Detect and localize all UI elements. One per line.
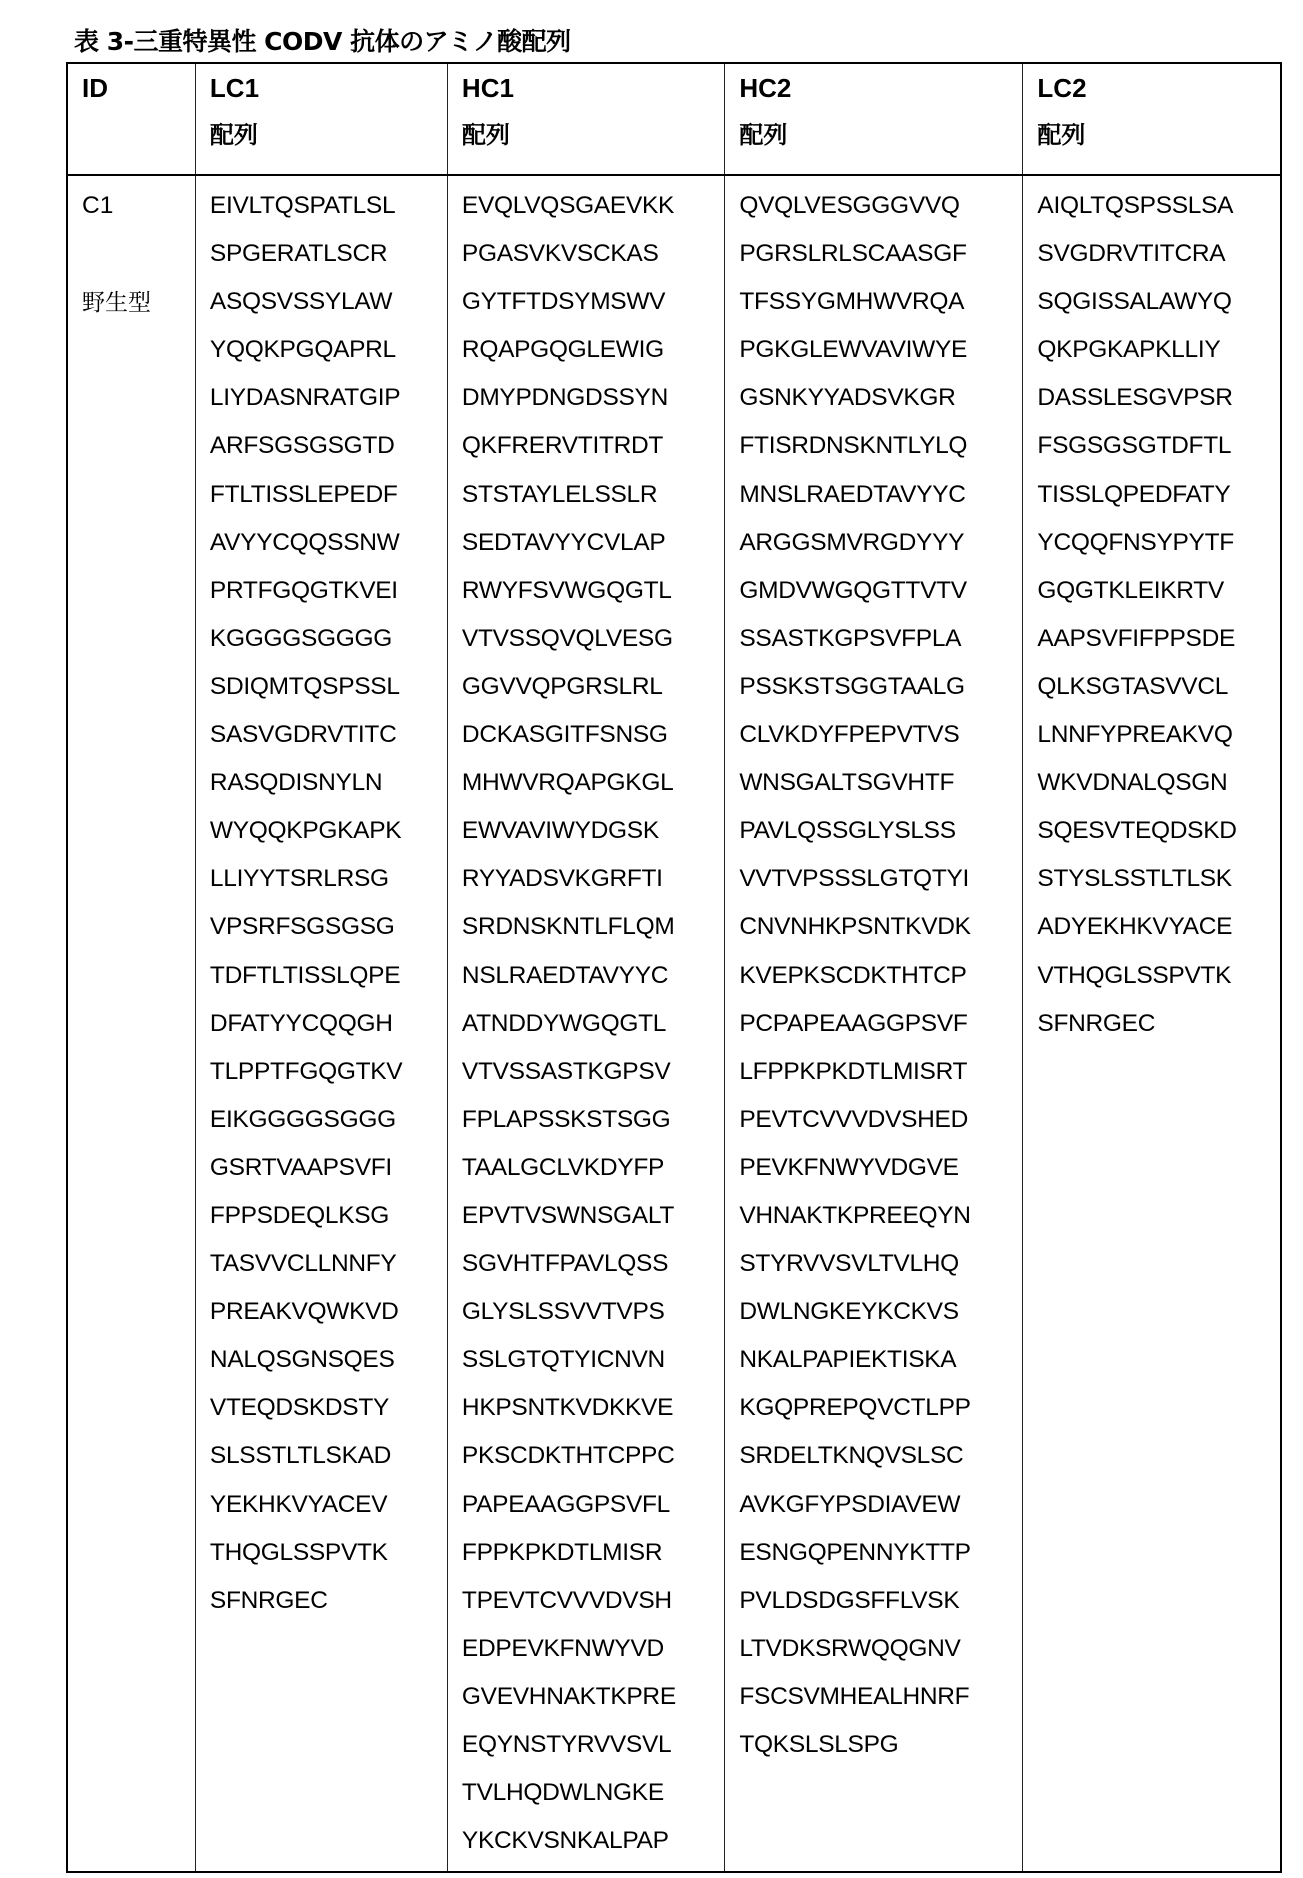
lc2-sequence-line: AIQLTQSPSSLSA xyxy=(1037,188,1280,236)
hc1-sequence-line: EVQLVQSGAEVKK xyxy=(462,188,724,236)
hc1-sequence-line: GGVVQPGRSLRL xyxy=(462,669,724,717)
hc1-sequence-line: PKSCDKTHTCPPC xyxy=(462,1438,724,1486)
hc1-sequence-line: QKFRERVTITRDT xyxy=(462,428,724,476)
hc1-sequence-line: VTVSSQVQLVESG xyxy=(462,621,724,669)
hc1-sequence-line: YKCKVSNKALPAP xyxy=(462,1823,724,1871)
hc2-sequence-line: GMDVWGQGTTVTV xyxy=(739,573,1022,621)
hc2-sequence-line: PGKGLEWVAVIWYE xyxy=(739,332,1022,380)
header-hc1 xyxy=(447,63,724,175)
lc2-sequence-line: LNNFYPREAKVQ xyxy=(1037,717,1280,765)
lc1-sequence-line: KGGGGSGGGG xyxy=(210,621,447,669)
hc1-sequence-line: TPEVTCVVVDVSH xyxy=(462,1583,724,1631)
hc2-sequence-line: ARGGSMVRGDYYY xyxy=(739,525,1022,573)
hc2-sequence-line: TFSSYGMHWVRQA xyxy=(739,284,1022,332)
lc2-sequence-line: SQESVTEQDSKD xyxy=(1037,813,1280,861)
hc1-sequence-line: RQAPGQGLEWIG xyxy=(462,332,724,380)
hc1-sequence-line: VTVSSASTKGPSV xyxy=(462,1054,724,1102)
lc2-sequence-line: AAPSVFIFPPSDE xyxy=(1037,621,1280,669)
hc2-sequence-line: PEVKFNWYVDGVE xyxy=(739,1150,1022,1198)
header-lc2-sub: 配列 xyxy=(1037,120,1280,150)
header-id-label: ID xyxy=(82,68,195,120)
lc1-sequence-line: FPPSDEQLKSG xyxy=(210,1198,447,1246)
hc2-sequence-line: SSASTKGPSVFPLA xyxy=(739,621,1022,669)
hc1-sequence-line: FPPKPKDTLMISR xyxy=(462,1535,724,1583)
hc1-sequence-line: MHWVRQAPGKGL xyxy=(462,765,724,813)
lc2-sequence-line: DASSLESGVPSR xyxy=(1037,380,1280,428)
lc1-sequence-line: THQGLSSPVTK xyxy=(210,1535,447,1583)
lc2-sequence-line: FSGSGSGTDFTL xyxy=(1037,428,1280,476)
lc1-sequence-line: VPSRFSGSGSG xyxy=(210,909,447,957)
lc2-sequence-line: YCQQFNSYPYTF xyxy=(1037,525,1280,573)
hc2-sequence-line: CLVKDYFPEPVTVS xyxy=(739,717,1022,765)
hc2-sequence-line: STYRVVSVLTVLHQ xyxy=(739,1246,1022,1294)
lc1-sequence-line: PREAKVQWKVD xyxy=(210,1294,447,1342)
hc2-sequence-line: FTISRDNSKNTLYLQ xyxy=(739,428,1022,476)
hc1-sequence-line: EPVTVSWNSGALT xyxy=(462,1198,724,1246)
hc1-sequence-cell xyxy=(447,175,724,1872)
hc1-sequence-line: SSLGTQTYICNVN xyxy=(462,1342,724,1390)
hc1-sequence-line: DMYPDNGDSSYN xyxy=(462,380,724,428)
header-lc2-label: LC2 xyxy=(1037,68,1280,120)
lc1-sequence-line: SASVGDRVTITC xyxy=(210,717,447,765)
hc1-sequence-line: EQYNSTYRVVSVL xyxy=(462,1727,724,1775)
lc1-sequence-line: SLSSTLTLSKAD xyxy=(210,1438,447,1486)
table-row xyxy=(67,175,1281,1872)
lc2-sequence-line: TISSLQPEDFATY xyxy=(1037,477,1280,525)
header-lc2 xyxy=(1023,63,1281,175)
lc2-sequence-line: VTHQGLSSPVTK xyxy=(1037,958,1280,1006)
lc2-sequence-line: QLKSGTASVVCL xyxy=(1037,669,1280,717)
lc1-sequence-line: TASVVCLLNNFY xyxy=(210,1246,447,1294)
hc2-sequence-line: KGQPREPQVCTLPP xyxy=(739,1390,1022,1438)
header-row xyxy=(67,63,1281,175)
lc1-sequence-line: EIVLTQSPATLSL xyxy=(210,188,447,236)
hc2-sequence-line: LFPPKPKDTLMISRT xyxy=(739,1054,1022,1102)
hc2-sequence-line: VVTVPSSSLGTQTYI xyxy=(739,861,1022,909)
hc2-sequence-line: PGRSLRLSCAASGF xyxy=(739,236,1022,284)
hc2-sequence-line: NKALPAPIEKTISKA xyxy=(739,1342,1022,1390)
hc1-sequence-line: STSTAYLELSSLR xyxy=(462,477,724,525)
hc1-sequence-line: EDPEVKFNWYVD xyxy=(462,1631,724,1679)
hc2-sequence-line: FSCSVMHEALHNRF xyxy=(739,1679,1022,1727)
header-hc2-label: HC2 xyxy=(739,68,1022,120)
hc1-sequence-line: TAALGCLVKDYFP xyxy=(462,1150,724,1198)
hc2-sequence-line: CNVNHKPSNTKVDK xyxy=(739,909,1022,957)
lc1-sequence-line: PRTFGQGTKVEI xyxy=(210,573,447,621)
lc1-sequence-line: NALQSGNSQES xyxy=(210,1342,447,1390)
lc2-sequence-line: WKVDNALQSGN xyxy=(1037,765,1280,813)
lc1-sequence-line: ARFSGSGSGTD xyxy=(210,428,447,476)
hc1-sequence-line: GLYSLSSVVTVPS xyxy=(462,1294,724,1342)
header-hc1-label: HC1 xyxy=(462,68,724,120)
hc2-sequence-line: PEVTCVVVDVSHED xyxy=(739,1102,1022,1150)
sequence-table xyxy=(66,62,1282,1873)
lc2-sequence-line: QKPGKAPKLLIY xyxy=(1037,332,1280,380)
row-id-note: 野生型 xyxy=(82,284,195,317)
hc2-sequence-line: MNSLRAEDTAVYYC xyxy=(739,477,1022,525)
hc2-sequence-line: VHNAKTKPREEQYN xyxy=(739,1198,1022,1246)
lc2-sequence-line: SVGDRVTITCRA xyxy=(1037,236,1280,284)
lc1-sequence-line: LIYDASNRATGIP xyxy=(210,380,447,428)
lc2-sequence-line: SFNRGEC xyxy=(1037,1006,1280,1054)
header-lc1 xyxy=(195,63,447,175)
hc2-sequence-line: GSNKYYADSVKGR xyxy=(739,380,1022,428)
lc1-sequence-cell xyxy=(195,175,447,1872)
header-id xyxy=(67,63,195,175)
hc2-sequence-line: SRDELTKNQVSLSC xyxy=(739,1438,1022,1486)
lc1-sequence-line: EIKGGGGSGGG xyxy=(210,1102,447,1150)
lc1-sequence-line: GSRTVAAPSVFI xyxy=(210,1150,447,1198)
lc1-sequence-line: VTEQDSKDSTY xyxy=(210,1390,447,1438)
lc1-sequence-line: RASQDISNYLN xyxy=(210,765,447,813)
hc1-sequence-line: RWYFSVWGQGTL xyxy=(462,573,724,621)
hc1-sequence-line: PGASVKVSCKAS xyxy=(462,236,724,284)
table-title: 表 3-三重特異性 CODV 抗体のアミノ酸配列 xyxy=(74,22,571,58)
lc2-sequence-line: GQGTKLEIKRTV xyxy=(1037,573,1280,621)
row-id: C1 xyxy=(82,188,195,284)
lc2-sequence-cell xyxy=(1023,175,1281,1872)
hc1-sequence-line: TVLHQDWLNGKE xyxy=(462,1775,724,1823)
lc1-sequence-line: DFATYYCQQGH xyxy=(210,1006,447,1054)
hc1-sequence-line: GYTFTDSYMSWV xyxy=(462,284,724,332)
lc1-sequence-line: AVYYCQQSSNW xyxy=(210,525,447,573)
lc1-sequence-line: TDFTLTISSLQPE xyxy=(210,958,447,1006)
lc1-sequence-line: WYQQKPGKAPK xyxy=(210,813,447,861)
lc1-sequence-line: SPGERATLSCR xyxy=(210,236,447,284)
hc1-sequence-line: RYYADSVKGRFTI xyxy=(462,861,724,909)
hc2-sequence-line: DWLNGKEYKCKVS xyxy=(739,1294,1022,1342)
hc2-sequence-line: PSSKSTSGGTAALG xyxy=(739,669,1022,717)
hc2-sequence-line: KVEPKSCDKTHTCP xyxy=(739,958,1022,1006)
hc2-sequence-line: ESNGQPENNYKTTP xyxy=(739,1535,1022,1583)
lc2-sequence-line: SQGISSALAWYQ xyxy=(1037,284,1280,332)
hc1-sequence-line: ATNDDYWGQGTL xyxy=(462,1006,724,1054)
lc1-sequence-line: ASQSVSSYLAW xyxy=(210,284,447,332)
hc1-sequence-line: HKPSNTKVDKKVE xyxy=(462,1390,724,1438)
lc1-sequence-line: SFNRGEC xyxy=(210,1583,447,1631)
hc2-sequence-line: LTVDKSRWQQGNV xyxy=(739,1631,1022,1679)
lc1-sequence-line: FTLTISSLEPEDF xyxy=(210,477,447,525)
lc1-sequence-line: TLPPTFGQGTKV xyxy=(210,1054,447,1102)
hc2-sequence-line: WNSGALTSGVHTF xyxy=(739,765,1022,813)
hc1-sequence-line: DCKASGITFSNSG xyxy=(462,717,724,765)
hc1-sequence-line: SRDNSKNTLFLQM xyxy=(462,909,724,957)
lc2-sequence-line: ADYEKHKVYACE xyxy=(1037,909,1280,957)
hc1-sequence-line: SEDTAVYYCVLAP xyxy=(462,525,724,573)
hc1-sequence-line: SGVHTFPAVLQSS xyxy=(462,1246,724,1294)
id-cell xyxy=(67,175,195,1872)
hc2-sequence-line: PAVLQSSGLYSLSS xyxy=(739,813,1022,861)
hc1-sequence-line: FPLAPSSKSTSGG xyxy=(462,1102,724,1150)
lc1-sequence-line: SDIQMTQSPSSL xyxy=(210,669,447,717)
hc2-sequence-line: TQKSLSLSPG xyxy=(739,1727,1022,1775)
header-lc1-label: LC1 xyxy=(210,68,447,120)
header-hc2 xyxy=(725,63,1023,175)
hc2-sequence-line: PCPAPEAAGGPSVF xyxy=(739,1006,1022,1054)
hc1-sequence-line: NSLRAEDTAVYYC xyxy=(462,958,724,1006)
header-hc1-sub: 配列 xyxy=(462,120,724,150)
hc1-sequence-line: PAPEAAGGPSVFL xyxy=(462,1487,724,1535)
lc1-sequence-line: YEKHKVYACEV xyxy=(210,1487,447,1535)
hc1-sequence-line: GVEVHNAKTKPRE xyxy=(462,1679,724,1727)
hc2-sequence-line: AVKGFYPSDIAVEW xyxy=(739,1487,1022,1535)
lc1-sequence-line: LLIYYTSRLRSG xyxy=(210,861,447,909)
header-lc1-sub: 配列 xyxy=(210,120,447,150)
hc1-sequence-line: EWVAVIWYDGSK xyxy=(462,813,724,861)
lc1-sequence-line: YQQKPGQAPRL xyxy=(210,332,447,380)
header-hc2-sub: 配列 xyxy=(739,120,1022,150)
hc2-sequence-line: PVLDSDGSFFLVSK xyxy=(739,1583,1022,1631)
hc2-sequence-line: QVQLVESGGGVVQ xyxy=(739,188,1022,236)
hc2-sequence-cell xyxy=(725,175,1023,1872)
lc2-sequence-line: STYSLSSTLTLSK xyxy=(1037,861,1280,909)
